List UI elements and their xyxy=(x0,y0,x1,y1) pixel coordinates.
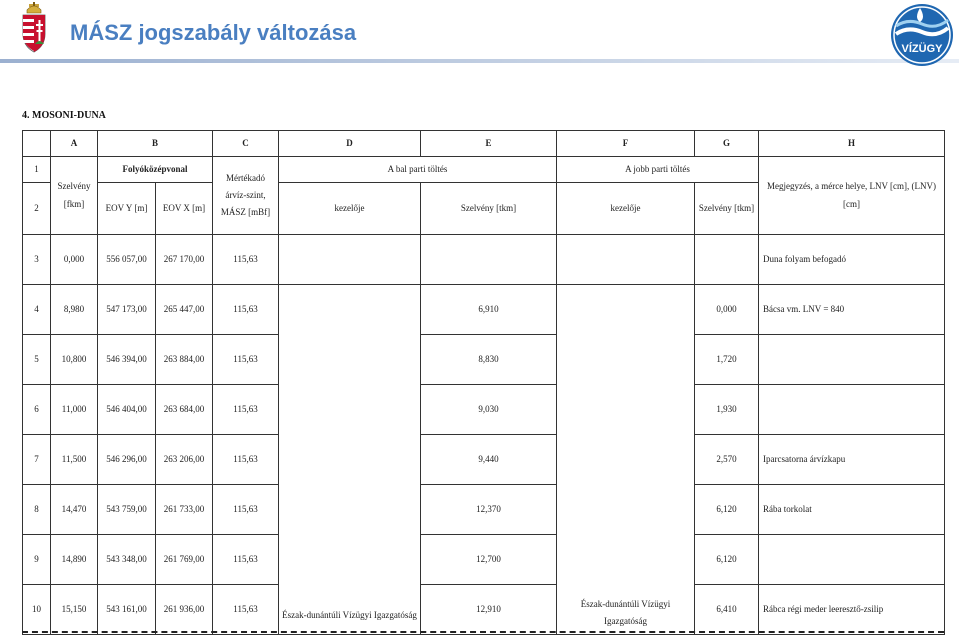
cell-masz: 115,63 xyxy=(213,585,279,635)
header-eov-x: EOV X [m] xyxy=(156,183,213,235)
cell-megjegyzes xyxy=(759,535,945,585)
cell-eov-x: 263 884,00 xyxy=(156,335,213,385)
logo-text: VÍZÜGY xyxy=(901,43,943,55)
cell-megjegyzes xyxy=(759,385,945,435)
cell-masz: 115,63 xyxy=(213,385,279,435)
cell-eov-y: 546 404,00 xyxy=(98,385,156,435)
table-row xyxy=(23,285,945,335)
col-letter-a: A xyxy=(51,131,98,157)
cell-masz: 115,63 xyxy=(213,435,279,485)
row-number: 2 xyxy=(23,183,51,235)
section-title: 4. MOSONI-DUNA xyxy=(22,110,106,121)
row-number: 10 xyxy=(23,585,51,635)
col-letter-f: F xyxy=(557,131,695,157)
col-letter-c: C xyxy=(213,131,279,157)
table-row xyxy=(23,235,945,285)
row-number: 4 xyxy=(23,285,51,335)
cell-szelveny: 14,470 xyxy=(51,485,98,535)
header-jobb-kezeloje: kezelője xyxy=(557,183,695,235)
table-row xyxy=(23,335,945,385)
table-row xyxy=(23,385,945,435)
cell-jobb-szelveny: 6,120 xyxy=(695,535,759,585)
vizugy-logo-icon xyxy=(888,2,956,68)
cell-megjegyzes: Rábca régi meder leeresztő-zsilip xyxy=(759,585,945,635)
cell-megjegyzes: Duna folyam befogadó xyxy=(759,235,945,285)
cell-bal-szelveny: 12,370 xyxy=(421,485,557,535)
cell-bal-szelveny: 6,910 xyxy=(421,285,557,335)
cell-bal-kezelo-merged: Észak-dunántúli Vízügyi Igazgatóság xyxy=(279,285,421,635)
header-row-1 xyxy=(23,157,945,183)
header-rule xyxy=(0,59,959,63)
col-letter-b: B xyxy=(98,131,213,157)
cell-eov-x: 267 170,00 xyxy=(156,235,213,285)
row-number: 6 xyxy=(23,385,51,435)
header-folyokozepvonal: Folyóközépvonal xyxy=(98,157,213,183)
cell-bal-szelveny: 12,910 xyxy=(421,585,557,635)
cell-jobb-szelveny: 1,930 xyxy=(695,385,759,435)
cell-megjegyzes: Iparcsatorna árvízkapu xyxy=(759,435,945,485)
cell-masz: 115,63 xyxy=(213,485,279,535)
col-letter-h: H xyxy=(759,131,945,157)
cell-megjegyzes xyxy=(759,335,945,385)
cell-jobb-szelveny: 6,410 xyxy=(695,585,759,635)
cell-masz: 115,63 xyxy=(213,285,279,335)
cell-szelveny: 10,800 xyxy=(51,335,98,385)
cell-eov-y: 546 394,00 xyxy=(98,335,156,385)
row-number: 1 xyxy=(23,157,51,183)
row-number: 5 xyxy=(23,335,51,385)
cell-bal-szelveny: 9,440 xyxy=(421,435,557,485)
cell-eov-x: 265 447,00 xyxy=(156,285,213,335)
cell-masz: 115,63 xyxy=(213,535,279,585)
col-letter-d: D xyxy=(279,131,421,157)
header-jobb-szelveny: Szelvény [tkm] xyxy=(695,183,759,235)
cell-eov-y: 543 348,00 xyxy=(98,535,156,585)
cell-bal-szelveny xyxy=(421,235,557,285)
cell-jobb-szelveny xyxy=(695,235,759,285)
page-title: MÁSZ jogszabály változása xyxy=(70,20,357,45)
header-eov-y: EOV Y [m] xyxy=(98,183,156,235)
cell-eov-x: 263 684,00 xyxy=(156,385,213,435)
cell-bal-szelveny: 9,030 xyxy=(421,385,557,435)
cell-bal-kezelo xyxy=(279,235,421,285)
cell-eov-y: 546 296,00 xyxy=(98,435,156,485)
cell-eov-y: 547 173,00 xyxy=(98,285,156,335)
cell-eov-y: 556 057,00 xyxy=(98,235,156,285)
cell-jobb-szelveny: 0,000 xyxy=(695,285,759,335)
cell-bal-szelveny: 12,700 xyxy=(421,535,557,585)
cell-eov-y: 543 161,00 xyxy=(98,585,156,635)
page-cut-line xyxy=(22,631,944,633)
cell-szelveny: 11,000 xyxy=(51,385,98,435)
header-bal-part: A bal parti töltés xyxy=(279,157,557,183)
table-row xyxy=(23,485,945,535)
cell-szelveny: 0,000 xyxy=(51,235,98,285)
cell-bal-szelveny: 8,830 xyxy=(421,335,557,385)
cell-szelveny: 14,890 xyxy=(51,535,98,585)
cell-jobb-kezelo-merged: Észak-dunántúli Vízügyi Igazgatóság xyxy=(557,285,695,635)
header-megjegyzes: Megjegyzés, a mérce helye, LNV [cm], (LNV) [cm] xyxy=(759,157,945,235)
column-letter-row xyxy=(23,131,945,157)
cell-szelveny: 11,500 xyxy=(51,435,98,485)
cell-eov-x: 261 733,00 xyxy=(156,485,213,535)
header-bal-kezeloje: kezelője xyxy=(279,183,421,235)
cell-jobb-szelveny: 6,120 xyxy=(695,485,759,535)
cell-jobb-kezelo xyxy=(557,235,695,285)
col-letter-e: E xyxy=(421,131,557,157)
cell-megjegyzes: Rába torkolat xyxy=(759,485,945,535)
row-number: 9 xyxy=(23,535,51,585)
row-number: 7 xyxy=(23,435,51,485)
table-row xyxy=(23,585,945,635)
row-number: 3 xyxy=(23,235,51,285)
cell-megjegyzes: Bácsa vm. LNV = 840 xyxy=(759,285,945,335)
cell-szelveny: 15,150 xyxy=(51,585,98,635)
cell-eov-x: 261 936,00 xyxy=(156,585,213,635)
table-row xyxy=(23,435,945,485)
slide-header xyxy=(0,0,959,66)
cell-masz: 115,63 xyxy=(213,235,279,285)
row-number: 8 xyxy=(23,485,51,535)
cell-eov-x: 263 206,00 xyxy=(156,435,213,485)
water-level-table xyxy=(22,130,945,635)
cell-eov-y: 543 759,00 xyxy=(98,485,156,535)
table-row xyxy=(23,535,945,585)
hungarian-coat-of-arms-icon xyxy=(20,2,48,54)
col-letter-g: G xyxy=(695,131,759,157)
cell-jobb-szelveny: 2,570 xyxy=(695,435,759,485)
cell-eov-x: 261 769,00 xyxy=(156,535,213,585)
cell-jobb-szelveny: 1,720 xyxy=(695,335,759,385)
header-mertekado: Mértékadó árvíz-szint, MÁSZ [mBf] xyxy=(213,157,279,235)
cell-szelveny: 8,980 xyxy=(51,285,98,335)
header-szelveny: Szelvény [fkm] xyxy=(51,157,98,235)
header-bal-szelveny: Szelvény [tkm] xyxy=(421,183,557,235)
cell-masz: 115,63 xyxy=(213,335,279,385)
header-jobb-part: A jobb parti töltés xyxy=(557,157,759,183)
